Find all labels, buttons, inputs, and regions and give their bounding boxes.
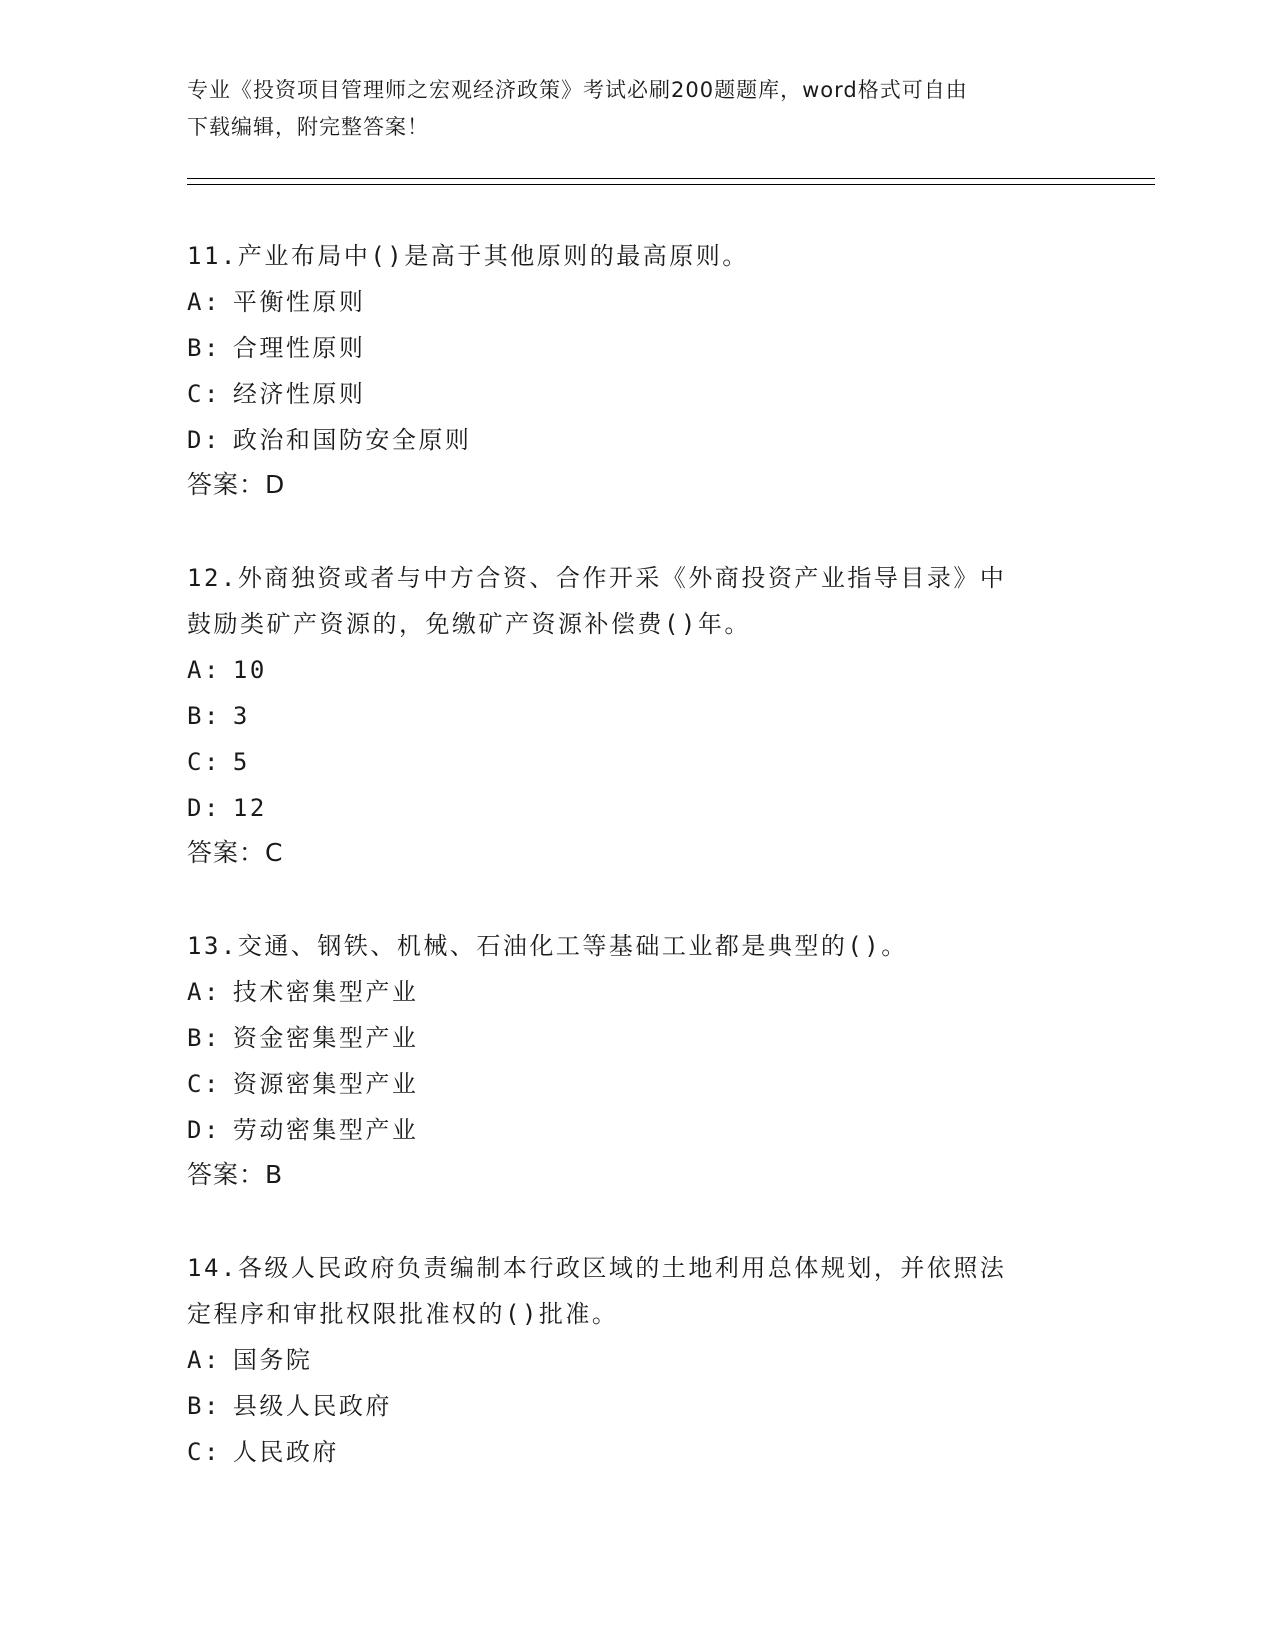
answer-value: B <box>265 1160 284 1189</box>
answer-line <box>187 463 1087 507</box>
option-text: 劳动密集型产业 <box>232 1116 419 1144</box>
header-divider <box>187 178 1155 185</box>
question-title-continued: 鼓励类矿产资源的，免缴矿产资源补偿费()年。 <box>187 610 751 638</box>
option-text: 资金密集型产业 <box>232 1024 419 1052</box>
answer-label: 答案： <box>187 1160 266 1189</box>
option-key: C: <box>187 748 221 776</box>
option-key: D: <box>187 794 221 822</box>
option-b <box>187 325 1087 371</box>
answer-label: 答案： <box>187 470 266 499</box>
question-title: 14.各级人民政府负责编制本行政区域的土地利用总体规划，并依照法 <box>187 1254 1007 1282</box>
option-key: D: <box>187 426 221 454</box>
option-text: 资源密集型产业 <box>232 1070 419 1098</box>
answer-line <box>187 1153 1087 1197</box>
option-text: 政治和国防安全原则 <box>232 426 472 454</box>
option-c <box>187 1429 1087 1475</box>
option-text: 5 <box>232 748 250 776</box>
option-c <box>187 1061 1087 1107</box>
option-a <box>187 279 1087 325</box>
option-text: 县级人民政府 <box>232 1392 392 1420</box>
option-key: A: <box>187 656 221 684</box>
question-list <box>187 233 1087 1523</box>
header-line-2: 下载编辑，附完整答案！ <box>187 115 429 139</box>
option-b <box>187 1383 1087 1429</box>
question-14 <box>187 1245 1087 1475</box>
option-key: C: <box>187 1070 221 1098</box>
question-title: 13.交通、钢铁、机械、石油化工等基础工业都是典型的()。 <box>187 932 908 960</box>
option-c <box>187 739 1087 785</box>
option-text: 12 <box>232 794 267 822</box>
option-c <box>187 371 1087 417</box>
answer-line <box>187 831 1087 875</box>
option-d <box>187 1107 1087 1153</box>
question-title: 11.产业布局中()是高于其他原则的最高原则。 <box>187 242 749 270</box>
answer-value: C <box>265 838 284 867</box>
option-key: B: <box>187 1392 221 1420</box>
document-header <box>187 72 1067 146</box>
option-key: A: <box>187 1346 221 1374</box>
option-text: 技术密集型产业 <box>232 978 419 1006</box>
option-key: C: <box>187 380 221 408</box>
option-b <box>187 1015 1087 1061</box>
option-d <box>187 417 1087 463</box>
option-key: B: <box>187 1024 221 1052</box>
question-11 <box>187 233 1087 507</box>
header-line-1: 专业《投资项目管理师之宏观经济政策》考试必刷200题题库，word格式可自由 <box>187 78 968 102</box>
option-text: 人民政府 <box>232 1438 339 1466</box>
option-text: 平衡性原则 <box>232 288 366 316</box>
question-13 <box>187 923 1087 1197</box>
question-title: 12.外商独资或者与中方合资、合作开采《外商投资产业指导目录》中 <box>187 564 1007 592</box>
option-text: 国务院 <box>232 1346 313 1374</box>
option-key: D: <box>187 1116 221 1144</box>
option-key: A: <box>187 978 221 1006</box>
option-a <box>187 647 1087 693</box>
question-title-continued: 定程序和审批权限批准权的()批准。 <box>187 1300 619 1328</box>
question-12 <box>187 555 1087 875</box>
answer-value: D <box>265 470 286 499</box>
option-key: C: <box>187 1438 221 1466</box>
option-text: 经济性原则 <box>232 380 366 408</box>
option-key: A: <box>187 288 221 316</box>
option-text: 合理性原则 <box>232 334 366 362</box>
option-text: 10 <box>232 656 267 684</box>
option-key: B: <box>187 702 221 730</box>
option-d <box>187 785 1087 831</box>
option-b <box>187 693 1087 739</box>
option-a <box>187 969 1087 1015</box>
option-key: B: <box>187 334 221 362</box>
answer-label: 答案： <box>187 838 266 867</box>
option-text: 3 <box>232 702 250 730</box>
option-a <box>187 1337 1087 1383</box>
